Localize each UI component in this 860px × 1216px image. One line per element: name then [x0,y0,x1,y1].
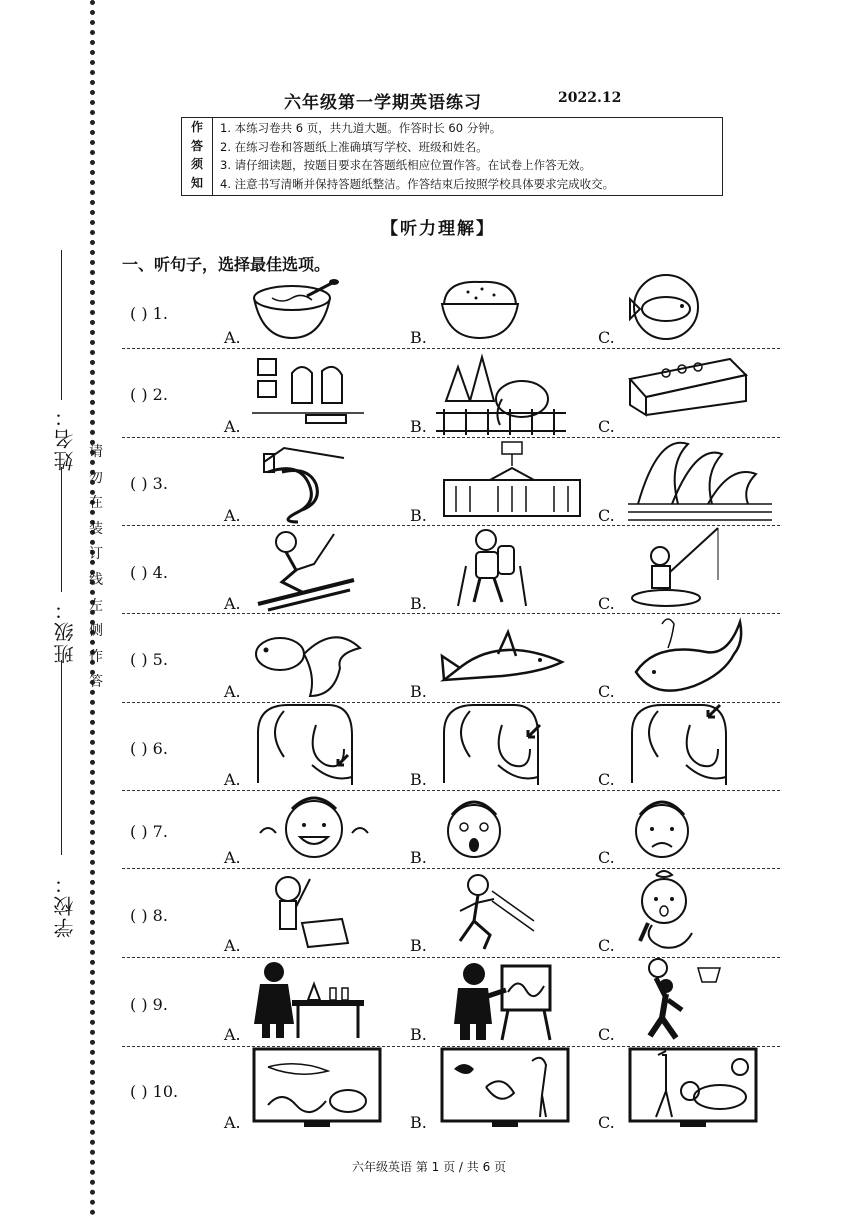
question-row [122,791,780,869]
option-a: A. [224,506,241,525]
question-row [122,869,780,958]
question-row [122,438,780,526]
girl-drawing-icon [262,871,352,951]
option-b: B. [410,417,427,436]
question-row [122,349,780,438]
elephant-ear-icon [628,703,732,787]
option-b: B. [410,936,427,955]
great-wall-icon [260,442,352,522]
question-label: ( ) 3. [130,474,168,493]
opera-house-icon [628,440,772,522]
option-a: A. [224,682,241,701]
option-b: B. [410,506,427,525]
school-label: 学校： [53,872,77,938]
skiing-icon [254,528,358,610]
option-c: C. [598,682,615,701]
option-b: B. [410,848,427,867]
garden-icon [626,349,750,419]
painter-icon [452,962,556,1040]
scientist-icon [254,960,364,1040]
goldfish-icon [250,624,362,698]
option-b: B. [410,1113,427,1132]
option-b: B. [410,1025,427,1044]
whale-icon [632,614,748,698]
elephant-tusk-icon [254,703,358,787]
option-a: A. [224,417,241,436]
hiking-icon [436,526,536,608]
question-row [122,703,780,791]
happy-face-icon [252,793,376,865]
girl-running-icon [442,871,536,951]
option-b: B. [410,682,427,701]
class-label: 班级： [53,598,77,664]
option-a: A. [224,1113,241,1132]
girl-singing-icon [630,869,704,949]
sad-face-icon [628,793,698,865]
option-c: C. [598,1113,615,1132]
notice-item: 1. 本练习卷共 6 页，共九道大题。作答时长 60 分钟。 [220,121,502,135]
option-c: C. [598,1025,615,1044]
option-b: B. [410,594,427,613]
birds-tv-icon [440,1047,570,1131]
option-a: A. [224,594,241,613]
notice-item: 4. 注意书写清晰并保持答题纸整洁。作答结束后按照学校具体要求完成收交。 [220,176,615,191]
question-label: ( ) 5. [130,650,168,669]
option-b: B. [410,770,427,789]
question-label: ( ) 9. [130,995,168,1014]
notice-item: 3. 请仔细读题，按题目要求在答题纸相应位置作答。在试卷上作答无效。 [220,158,592,172]
question-label: ( ) 8. [130,906,168,925]
section-heading: 【听力理解】 [381,219,495,239]
question-row [122,274,780,349]
zoo-icon [436,351,566,435]
question-label: ( ) 6. [130,739,168,758]
no-answer-note: 请 勿 在 装 订 线 左 侧 作 答 [89,444,103,691]
notice-items [220,119,614,193]
fish-plate-icon [626,274,706,340]
option-a: A. [224,1025,241,1044]
notice-head: 作 答 须 知 [182,118,213,195]
option-c: C. [598,936,615,955]
page-footer: 六年级英语 第 1 页 / 共 6 页 [352,1160,507,1174]
name-label: 姓名： [53,405,77,471]
option-a: A. [224,328,241,347]
white-house-icon [440,440,584,520]
notice-box [181,117,723,196]
option-b: B. [410,328,427,347]
safari-tv-icon [628,1047,758,1131]
option-c: C. [598,770,615,789]
option-c: C. [598,506,615,525]
option-a: A. [224,770,241,789]
basketball-player-icon [644,958,724,1040]
page-title: 六年级第一学期英语练习 [284,93,482,113]
option-c: C. [598,848,615,867]
question-row [122,526,780,614]
question-label: ( ) 10. [130,1082,179,1101]
notice-item: 2. 在练习卷和答题纸上准确填写学校、班级和姓名。 [220,139,488,154]
soup-bowl-icon [252,276,338,342]
option-c: C. [598,328,615,347]
question-label: ( ) 2. [130,385,168,404]
class-field-line [61,467,62,592]
shark-icon [440,630,566,692]
part-title: 一、听句子，选择最佳选项。 [122,255,331,274]
reptiles-tv-icon [252,1047,382,1131]
option-c: C. [598,417,615,436]
option-a: A. [224,936,241,955]
question-row [122,1047,780,1135]
question-row [122,958,780,1047]
option-c: C. [598,594,615,613]
scared-face-icon [440,793,510,865]
question-label: ( ) 1. [130,304,168,323]
elephant-trunk-icon [440,703,544,787]
question-label: ( ) 4. [130,563,168,582]
rice-bowl-icon [438,280,522,342]
exam-date: 2022.12 [558,90,622,106]
option-a: A. [224,848,241,867]
fishing-icon [626,526,726,608]
question-label: ( ) 7. [130,822,168,841]
question-row [122,614,780,703]
class-field-line-lower [61,660,62,855]
museum-icon [252,353,364,429]
name-field-line [61,250,62,400]
